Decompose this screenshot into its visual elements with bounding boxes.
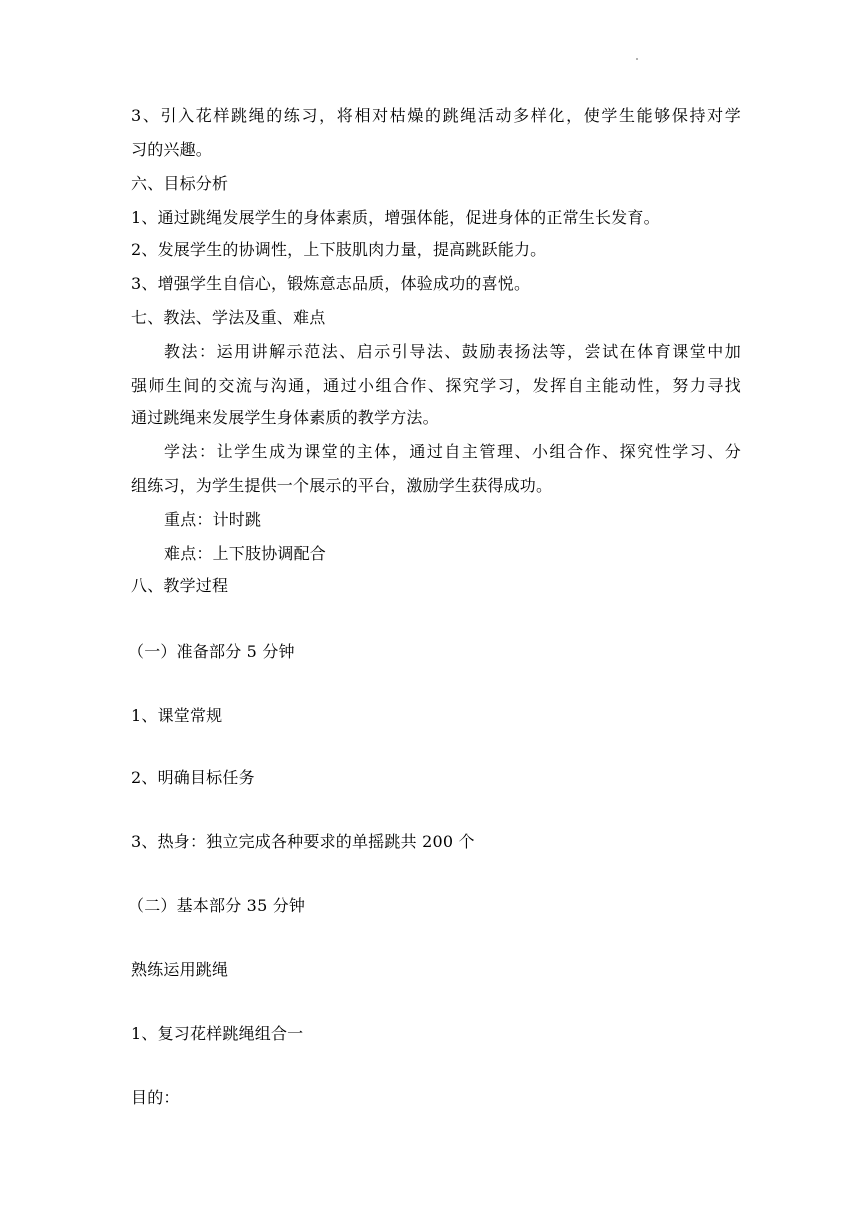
paragraph-line: 强师生间的交流与沟通，通过小组合作、探究学习，发挥自主能动性，努力寻找 [131, 376, 741, 395]
paragraph-line: 通过跳绳来发展学生身体素质的教学方法。 [131, 408, 439, 427]
paragraph-line: 熟练运用跳绳 [131, 960, 229, 979]
difficult-point: 难点：上下肢协调配合 [164, 544, 327, 563]
section-heading: 七、教法、学法及重、难点 [131, 308, 326, 327]
list-item: 2、发展学生的协调性，上下肢肌肉力量，提高跳跃能力。 [131, 240, 547, 259]
list-item: 1、通过跳绳发展学生的身体素质，增强体能，促进身体的正常生长发育。 [131, 208, 660, 227]
list-item: 3、热身：独立完成各种要求的单摇跳共 200 个 [131, 832, 475, 851]
key-point: 重点：计时跳 [164, 510, 262, 529]
list-item: 1、课堂常规 [131, 706, 223, 725]
paragraph-line: 3、引入花样跳绳的练习，将相对枯燥的跳绳活动多样化，使学生能够保持对学 [131, 106, 741, 125]
section-heading: 八、教学过程 [131, 576, 229, 595]
paragraph-line: 教法：运用讲解示范法、启示引导法、鼓励表扬法等，尝试在体育课堂中加 [164, 342, 741, 361]
list-item: 1、复习花样跳绳组合一 [131, 1024, 304, 1043]
subsection-heading: （一）准备部分 5 分钟 [128, 642, 295, 661]
paragraph-line: 学法：让学生成为课堂的主体，通过自主管理、小组合作、探究性学习、分 [164, 442, 741, 461]
paragraph-line: 组练习，为学生提供一个展示的平台，激励学生获得成功。 [131, 476, 553, 495]
paragraph-line: 目的： [131, 1088, 180, 1107]
paragraph-line: 习的兴趣。 [131, 140, 213, 159]
list-item: 2、明确目标任务 [131, 768, 255, 787]
section-heading: 六、目标分析 [131, 174, 229, 193]
subsection-heading: （二）基本部分 35 分钟 [128, 896, 306, 915]
page-mark [636, 58, 638, 60]
list-item: 3、增强学生自信心，锻炼意志品质，体验成功的喜悦。 [131, 274, 531, 293]
